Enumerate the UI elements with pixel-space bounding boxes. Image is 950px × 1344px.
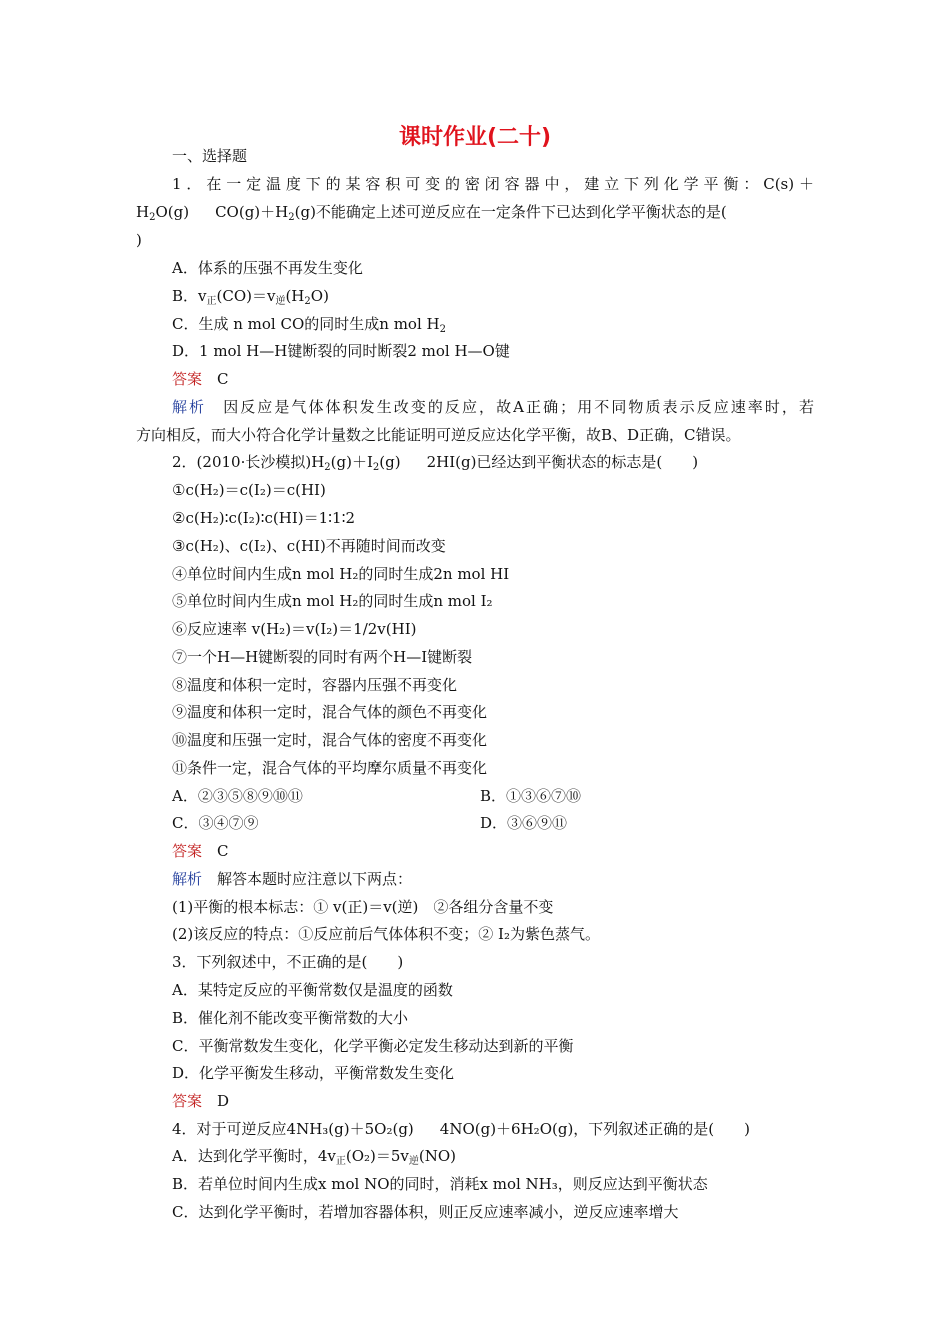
q2-item-10: ⑩温度和压强一定时，混合气体的密度不再变化	[172, 731, 488, 749]
q2-item-5: ⑤单位时间内生成n mol H₂的同时生成n mol I₂	[172, 592, 493, 610]
q2-stem: 2．(2010·长沙模拟)$H_2(g)+I_2(g)$ 2HI(g)已经达到平衡状态的标志是( )	[172, 453, 699, 473]
q2-option-c: C．③④⑦⑨	[172, 814, 259, 832]
q2-item-3: ③c(H₂)、c(I₂)、c(HI)不再随时间而改变	[172, 537, 446, 555]
q2-item-4: ④单位时间内生成n mol H₂的同时生成2n mol HI	[172, 565, 510, 583]
q2-option-d: D．③⑥⑨⑪	[480, 814, 568, 832]
q3-option-d: D．化学平衡发生移动，平衡常数发生变化	[172, 1064, 455, 1082]
q2-item-7: ⑦一个H—H键断裂的同时有两个H—I键断裂	[172, 648, 473, 666]
q3-answer: 答案 D	[172, 1092, 230, 1110]
q1-answer: 答案 C	[172, 370, 229, 388]
q1-option-d: D．1 mol H—H键断裂的同时断裂2 mol H—O键	[172, 342, 510, 360]
q1-stem-line3: )	[136, 231, 142, 249]
q1-stem-line2: $H_2O(g)$ $CO(g)+H_2(g)$不能确定上述可逆反应在一定条件下已达到化学平衡状态的是(	[136, 203, 727, 223]
q3-option-c: C．平衡常数发生变化，化学平衡必定发生移动达到新的平衡	[172, 1037, 574, 1055]
section-heading: 一、选择题	[172, 147, 248, 165]
q2-item-11: ⑪条件一定，混合气体的平均摩尔质量不再变化	[172, 759, 488, 777]
q1-option-a: A．体系的压强不再发生变化	[172, 259, 363, 277]
q3-option-b: B．催化剂不能改变平衡常数的大小	[172, 1009, 409, 1027]
q2-item-6: ⑥反应速率 v(H₂)＝v(I₂)＝1/2v(HI)	[172, 620, 417, 638]
q1-analysis-line1: 解析 因反应是气体体积发生改变的反应，故A正确；用不同物质表示反应速率时，若	[172, 398, 814, 416]
page-title: 课时作业(二十)	[398, 125, 552, 150]
q4-option-a: A．达到化学平衡时，$4v_正(O_2)=5v_逆(NO)$	[172, 1147, 457, 1167]
q2-answer: 答案 C	[172, 842, 229, 860]
q2-analysis-line1: 解析 解答本题时应注意以下两点：	[172, 870, 413, 888]
q1-stem-line1: 1．在一定温度下的某容积可变的密闭容器中，建立下列化学平衡：C(s)＋	[172, 175, 814, 193]
q1-option-c: C．生成 n mol CO的同时生成n mol $H_2$	[172, 315, 446, 335]
q2-option-b: B．①③⑥⑦⑩	[480, 787, 582, 805]
q2-option-a: A．②③⑤⑧⑨⑩⑪	[172, 787, 303, 805]
q2-item-8: ⑧温度和体积一定时，容器内压强不再变化	[172, 676, 458, 694]
q4-option-c: C．达到化学平衡时，若增加容器体积，则正反应速率减小，逆反应速率增大	[172, 1203, 679, 1221]
q2-analysis-line3: (2)该反应的特点：①反应前后气体体积不变；② I₂为紫色蒸气。	[172, 925, 600, 943]
q1-option-b: B．$v_正(CO)=v_逆(H_2O)$	[172, 287, 329, 307]
q3-stem: 3．下列叙述中，不正确的是( )	[172, 953, 404, 971]
q1-analysis-line2: 方向相反，而大小符合化学计量数之比能证明可逆反应达化学平衡，故B、D正确，C错误。	[136, 426, 741, 444]
q3-option-a: A．某特定反应的平衡常数仅是温度的函数	[172, 981, 453, 999]
q2-item-1: ①c(H₂)＝c(I₂)＝c(HI)	[172, 481, 326, 499]
q4-option-b: B．若单位时间内生成x mol NO的同时，消耗x mol NH₃，则反应达到平衡状态	[172, 1175, 708, 1193]
q2-item-2: ②c(H₂)∶c(I₂)∶c(HI)＝1∶1∶2	[172, 509, 356, 527]
q2-analysis-line2: (1)平衡的根本标志：① v(正)＝v(逆) ②各组分含量不变	[172, 898, 554, 916]
q2-item-9: ⑨温度和体积一定时，混合气体的颜色不再变化	[172, 703, 488, 721]
q4-stem: 4．对于可逆反应4NH₃(g)＋5O₂(g) 4NO(g)＋6H₂O(g)，下列叙述正确的是( )	[172, 1120, 750, 1138]
